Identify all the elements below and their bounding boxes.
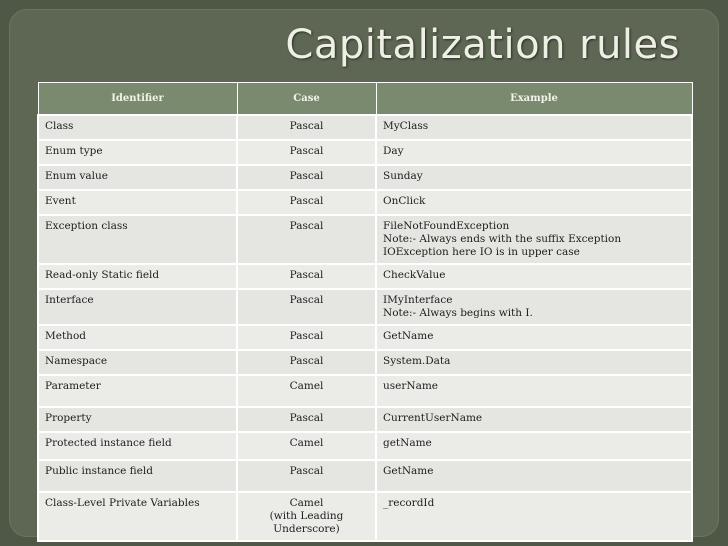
identifier-cell: Exception class bbox=[38, 215, 237, 264]
capitalization-table bbox=[37, 82, 693, 542]
case-cell bbox=[237, 325, 376, 350]
identifier-cell: Class-Level Private Variables bbox=[38, 492, 237, 541]
table-row bbox=[38, 375, 692, 407]
case-line: Pascal bbox=[289, 294, 324, 306]
case-cell bbox=[237, 165, 376, 190]
table-row bbox=[38, 289, 692, 325]
example-cell bbox=[376, 375, 692, 407]
example-line: GetName bbox=[383, 330, 434, 342]
case-line: Pascal bbox=[289, 269, 324, 281]
case-cell bbox=[237, 460, 376, 492]
case-cell bbox=[237, 492, 376, 541]
example-line: System.Data bbox=[383, 355, 451, 367]
case-line: Pascal bbox=[289, 220, 324, 232]
table-row bbox=[38, 492, 692, 541]
example-cell bbox=[376, 215, 692, 264]
case-cell bbox=[237, 407, 376, 432]
identifier-cell: Interface bbox=[38, 289, 237, 325]
table-row bbox=[38, 140, 692, 165]
example-cell bbox=[376, 407, 692, 432]
example-cell bbox=[376, 190, 692, 215]
example-cell bbox=[376, 140, 692, 165]
case-line: Pascal bbox=[289, 195, 324, 207]
example-line: MyClass bbox=[383, 120, 429, 132]
example-line: Note:- Always begins with I. bbox=[383, 307, 533, 319]
example-cell bbox=[376, 325, 692, 350]
case-cell bbox=[237, 190, 376, 215]
case-cell bbox=[237, 432, 376, 460]
case-line: Camel bbox=[289, 437, 324, 449]
example-cell bbox=[376, 289, 692, 325]
case-cell bbox=[237, 264, 376, 289]
example-line: userName bbox=[383, 380, 439, 392]
table-row bbox=[38, 407, 692, 432]
example-line: _recordId bbox=[383, 497, 435, 509]
example-line: getName bbox=[383, 437, 432, 449]
table-row bbox=[38, 432, 692, 460]
case-line: Pascal bbox=[289, 330, 324, 342]
example-line: CurrentUserName bbox=[383, 412, 483, 424]
example-cell bbox=[376, 432, 692, 460]
case-cell bbox=[237, 215, 376, 264]
header-identifier: Identifier bbox=[38, 83, 237, 116]
header-case: Case bbox=[237, 83, 376, 116]
table-row bbox=[38, 325, 692, 350]
table-row bbox=[38, 350, 692, 375]
case-line: Pascal bbox=[289, 412, 324, 424]
example-line: CheckValue bbox=[383, 269, 446, 281]
identifier-cell: Property bbox=[38, 407, 237, 432]
table-row bbox=[38, 460, 692, 492]
case-cell bbox=[237, 375, 376, 407]
identifier-cell: Event bbox=[38, 190, 237, 215]
identifier-cell: Read-only Static field bbox=[38, 264, 237, 289]
example-cell bbox=[376, 115, 692, 140]
case-line: Pascal bbox=[289, 120, 324, 132]
header-example: Example bbox=[376, 83, 692, 116]
case-cell bbox=[237, 115, 376, 140]
identifier-cell: Namespace bbox=[38, 350, 237, 375]
case-line: Camel bbox=[289, 380, 324, 392]
identifier-cell: Public instance field bbox=[38, 460, 237, 492]
case-line: Camel bbox=[289, 497, 324, 509]
example-cell bbox=[376, 264, 692, 289]
example-cell bbox=[376, 492, 692, 541]
table-body bbox=[38, 115, 692, 541]
example-line: IOException here IO is in upper case bbox=[383, 246, 580, 258]
case-line: Pascal bbox=[289, 170, 324, 182]
case-line: Underscore) bbox=[273, 523, 340, 535]
example-line: OnClick bbox=[383, 195, 426, 207]
example-line: IMyInterface bbox=[383, 294, 453, 306]
case-line: Pascal bbox=[289, 145, 324, 157]
identifier-cell: Enum value bbox=[38, 165, 237, 190]
identifier-cell: Protected instance field bbox=[38, 432, 237, 460]
case-line: Pascal bbox=[289, 355, 324, 367]
identifier-cell: Parameter bbox=[38, 375, 237, 407]
example-line: Sunday bbox=[383, 170, 423, 182]
table-header-row bbox=[38, 83, 692, 116]
case-line: (with Leading bbox=[269, 510, 344, 522]
table-row bbox=[38, 115, 692, 140]
table-row bbox=[38, 165, 692, 190]
identifier-cell: Method bbox=[38, 325, 237, 350]
table-row bbox=[38, 264, 692, 289]
case-line: Pascal bbox=[289, 465, 324, 477]
case-cell bbox=[237, 140, 376, 165]
example-line: GetName bbox=[383, 465, 434, 477]
slide-title: Capitalization rules bbox=[285, 22, 680, 68]
case-cell bbox=[237, 350, 376, 375]
example-cell bbox=[376, 165, 692, 190]
example-line: Day bbox=[383, 145, 404, 157]
case-cell bbox=[237, 289, 376, 325]
identifier-cell: Enum type bbox=[38, 140, 237, 165]
table-row bbox=[38, 215, 692, 264]
table-row bbox=[38, 190, 692, 215]
example-cell bbox=[376, 350, 692, 375]
identifier-cell: Class bbox=[38, 115, 237, 140]
example-line: FileNotFoundException bbox=[383, 220, 510, 232]
example-line: Note:- Always ends with the suffix Exception bbox=[383, 233, 622, 245]
example-cell bbox=[376, 460, 692, 492]
